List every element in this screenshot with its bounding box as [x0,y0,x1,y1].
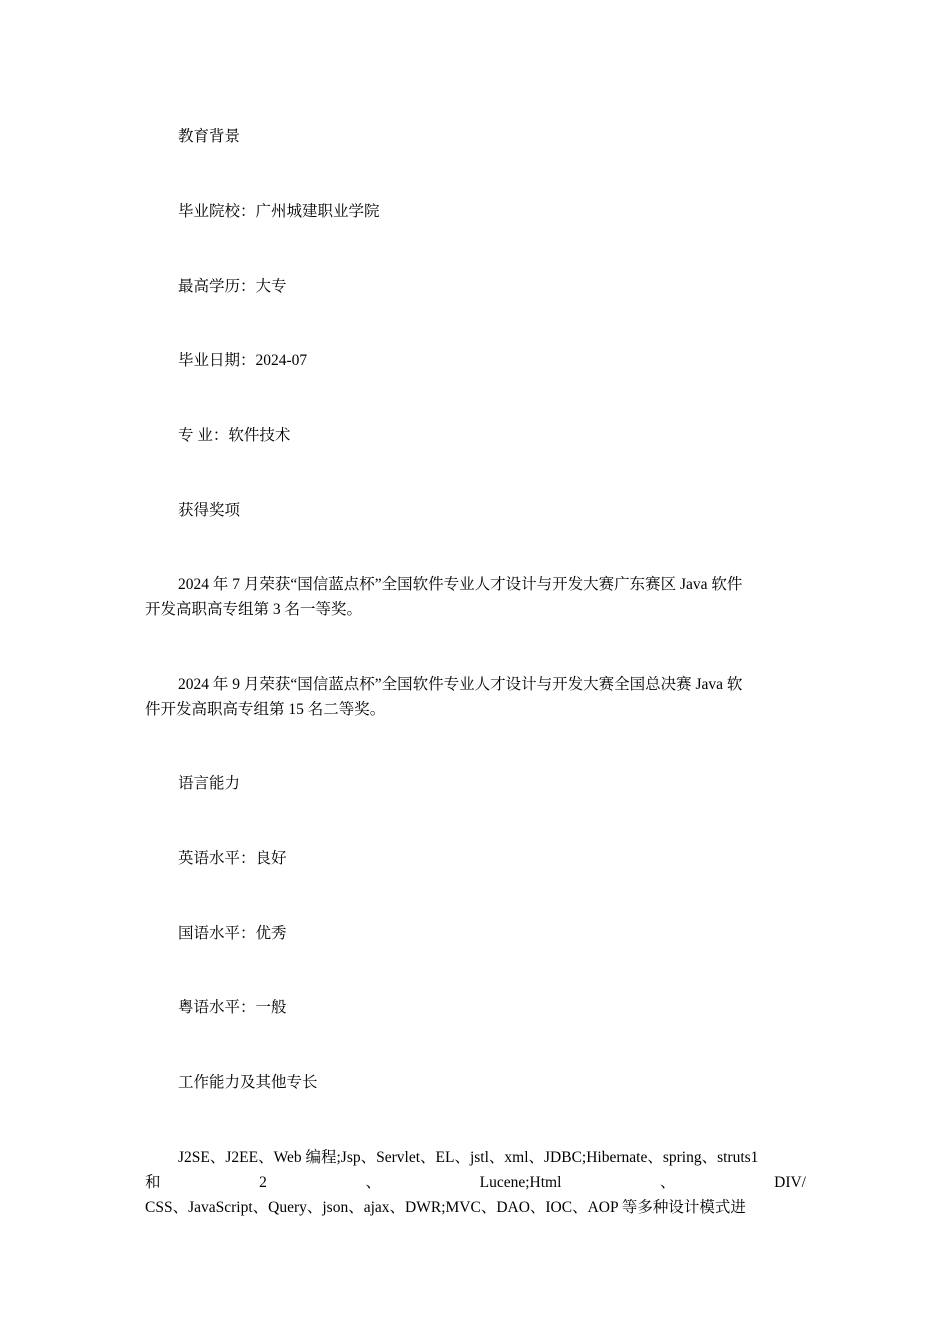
skills-line-2 [145,1170,806,1195]
award2-line-2: 件开发高职高专组第 15 名二等奖。 [145,701,386,718]
graduation-date-line: 毕业日期：2024-07 [178,352,308,369]
degree-line: 最高学历：大专 [178,278,287,295]
skills-paragraph [145,1145,806,1220]
mandarin-line: 国语水平：优秀 [178,925,287,942]
award-paragraph-1 [145,572,806,622]
skills-line-2-part: 2 [259,1174,267,1191]
skills-line-2-part: 、 [660,1174,676,1191]
major-line: 专 业：软件技术 [178,427,291,444]
education-heading: 教育背景 [178,128,241,145]
skills-line-3: CSS、JavaScript、Query、json、ajax、DWR;MVC、DAO、IOC、AOP 等多种设计模式进 [145,1199,746,1216]
skills-line-2-part: 、 [365,1174,381,1191]
awards-heading: 获得奖项 [178,502,241,519]
skills-heading: 工作能力及其他专长 [178,1074,318,1091]
school-line: 毕业院校：广州城建职业学院 [178,203,380,220]
cantonese-line: 粤语水平：一般 [178,999,287,1016]
award1-line-2: 开发高职高专组第 3 名一等奖。 [145,601,363,618]
english-line: 英语水平：良好 [178,850,287,867]
award-paragraph-2 [145,672,806,722]
award1-line-1: 2024 年 7 月荣获“国信蓝点杯”全国软件专业人才设计与开发大赛广东赛区 Java 软件 [178,576,743,593]
skills-line-2-part: DIV/ [774,1174,806,1191]
skills-line-1: J2SE、J2EE、Web 编程;Jsp、Servlet、EL、jstl、xml、JDBC;Hibernate、spring、struts1 [178,1149,759,1166]
award2-line-1: 2024 年 9 月荣获“国信蓝点杯”全国软件专业人才设计与开发大赛全国总决赛 Java 软 [178,676,743,693]
language-heading: 语言能力 [178,775,241,792]
skills-line-2-part: 和 [145,1174,161,1191]
skills-line-2-part: Lucene;Html [479,1174,562,1191]
